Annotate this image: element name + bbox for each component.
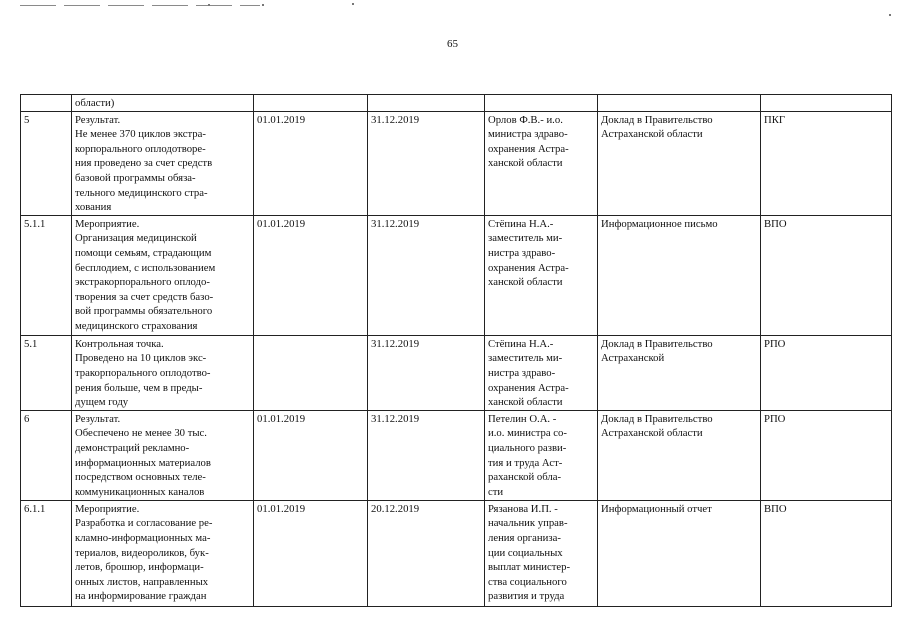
table-row — [21, 111, 892, 215]
cell-start-date: 01.01.2019 — [254, 111, 368, 215]
cell-responsible — [485, 215, 598, 335]
document-text: Доклад в Правительство Астраханской области — [601, 113, 713, 141]
cell-description — [72, 111, 254, 215]
cell-end-date: 20.12.2019 — [368, 500, 485, 606]
responsible-text: Орлов Ф.В.- и.о. министра здраво- охранения Астра- ханской области — [488, 113, 569, 170]
scan-artifact-line — [20, 5, 260, 6]
table-row — [21, 410, 892, 500]
description-text: Результат. Не менее 370 циклов экстра- корпорального оплодотворе- ния проведено за счет средств базовой программы обяза- тельного медицинского стра- хования — [75, 113, 213, 214]
cell-end-date: 31.12.2019 — [368, 335, 485, 410]
document-text: Информационное письмо — [601, 217, 718, 230]
cell-document — [598, 215, 761, 335]
responsible-text: Петелин О.А. - и.о. министра со- циального разви- тия и труда Аст- раханской обла- сти — [488, 412, 567, 498]
scan-artifact-dot — [889, 14, 891, 16]
cell-number: 5 — [21, 111, 72, 215]
cell-code: РПО — [761, 335, 892, 410]
cell-responsible — [485, 410, 598, 500]
responsible-text: Стёпина Н.А.- заместитель ми- нистра здраво- охранения Астра- ханской области — [488, 217, 569, 289]
description-text: Мероприятие. Организация медицинской помощи семьям, страдающим бесплодием, с использованием экстракорпорального оплодо- творения за счет средств базо- вой программы обязательного медицинского страхования — [75, 217, 216, 332]
cell-start-date: 01.01.2019 — [254, 215, 368, 335]
cell-number: 5.1 — [21, 335, 72, 410]
cell-description — [72, 500, 254, 606]
table-row — [21, 500, 892, 606]
cell-end-date: 31.12.2019 — [368, 410, 485, 500]
cell-number: 6.1.1 — [21, 500, 72, 606]
cell-end-date — [368, 95, 485, 112]
cell-responsible — [485, 95, 598, 112]
cell-end-date: 31.12.2019 — [368, 215, 485, 335]
cell-end-date: 31.12.2019 — [368, 111, 485, 215]
cell-code — [761, 95, 892, 112]
cell-start-date — [254, 335, 368, 410]
cell-description — [72, 335, 254, 410]
table-row — [21, 215, 892, 335]
scan-artifact-dot — [208, 4, 210, 6]
cell-description — [72, 410, 254, 500]
cell-document — [598, 410, 761, 500]
cell-responsible — [485, 335, 598, 410]
cell-document — [598, 335, 761, 410]
responsible-text: Стёпина Н.А.- заместитель ми- нистра здраво- охранения Астра- ханской области — [488, 337, 569, 409]
document-text: Доклад в Правительство Астраханской — [601, 337, 713, 365]
table-row-continuation — [21, 95, 892, 112]
plan-table — [20, 94, 892, 607]
cell-description — [72, 215, 254, 335]
cell-code: ВПО — [761, 500, 892, 606]
page-number: 65 — [447, 38, 458, 50]
description-text: области) — [75, 97, 115, 109]
cell-responsible — [485, 500, 598, 606]
cell-start-date — [254, 95, 368, 112]
cell-number: 6 — [21, 410, 72, 500]
cell-number — [21, 95, 72, 112]
responsible-text: Рязанова И.П. - начальник управ- ления организа- ции социальных выплат министер- ства социального развития и труда — [488, 502, 571, 603]
cell-description — [72, 95, 254, 112]
cell-code: ПКГ — [761, 111, 892, 215]
cell-start-date: 01.01.2019 — [254, 410, 368, 500]
cell-code: РПО — [761, 410, 892, 500]
cell-document — [598, 111, 761, 215]
cell-document — [598, 95, 761, 112]
description-text: Результат. Обеспечено не менее 30 тыс. демонстраций рекламно- информационных материалов посредством основных теле- коммуникационных каналов — [75, 412, 211, 498]
cell-code: ВПО — [761, 215, 892, 335]
description-text: Контрольная точка. Проведено на 10 циклов экс- тракорпорального оплодотво- рения больше, чем в преды- дущем году — [75, 337, 211, 409]
scan-artifact-dot — [352, 3, 354, 5]
cell-document — [598, 500, 761, 606]
cell-start-date: 01.01.2019 — [254, 500, 368, 606]
scan-artifact-dot — [262, 4, 264, 6]
cell-number: 5.1.1 — [21, 215, 72, 335]
table-row — [21, 335, 892, 410]
cell-responsible — [485, 111, 598, 215]
document-text: Информационный отчет — [601, 502, 712, 515]
document-text: Доклад в Правительство Астраханской области — [601, 412, 713, 440]
description-text: Мероприятие. Разработка и согласование ре- кламно-информационных ма- териалов, видеороликов, бук- летов, брошюр, информаци- онных листов, направленных на информирование граждан — [75, 502, 213, 603]
